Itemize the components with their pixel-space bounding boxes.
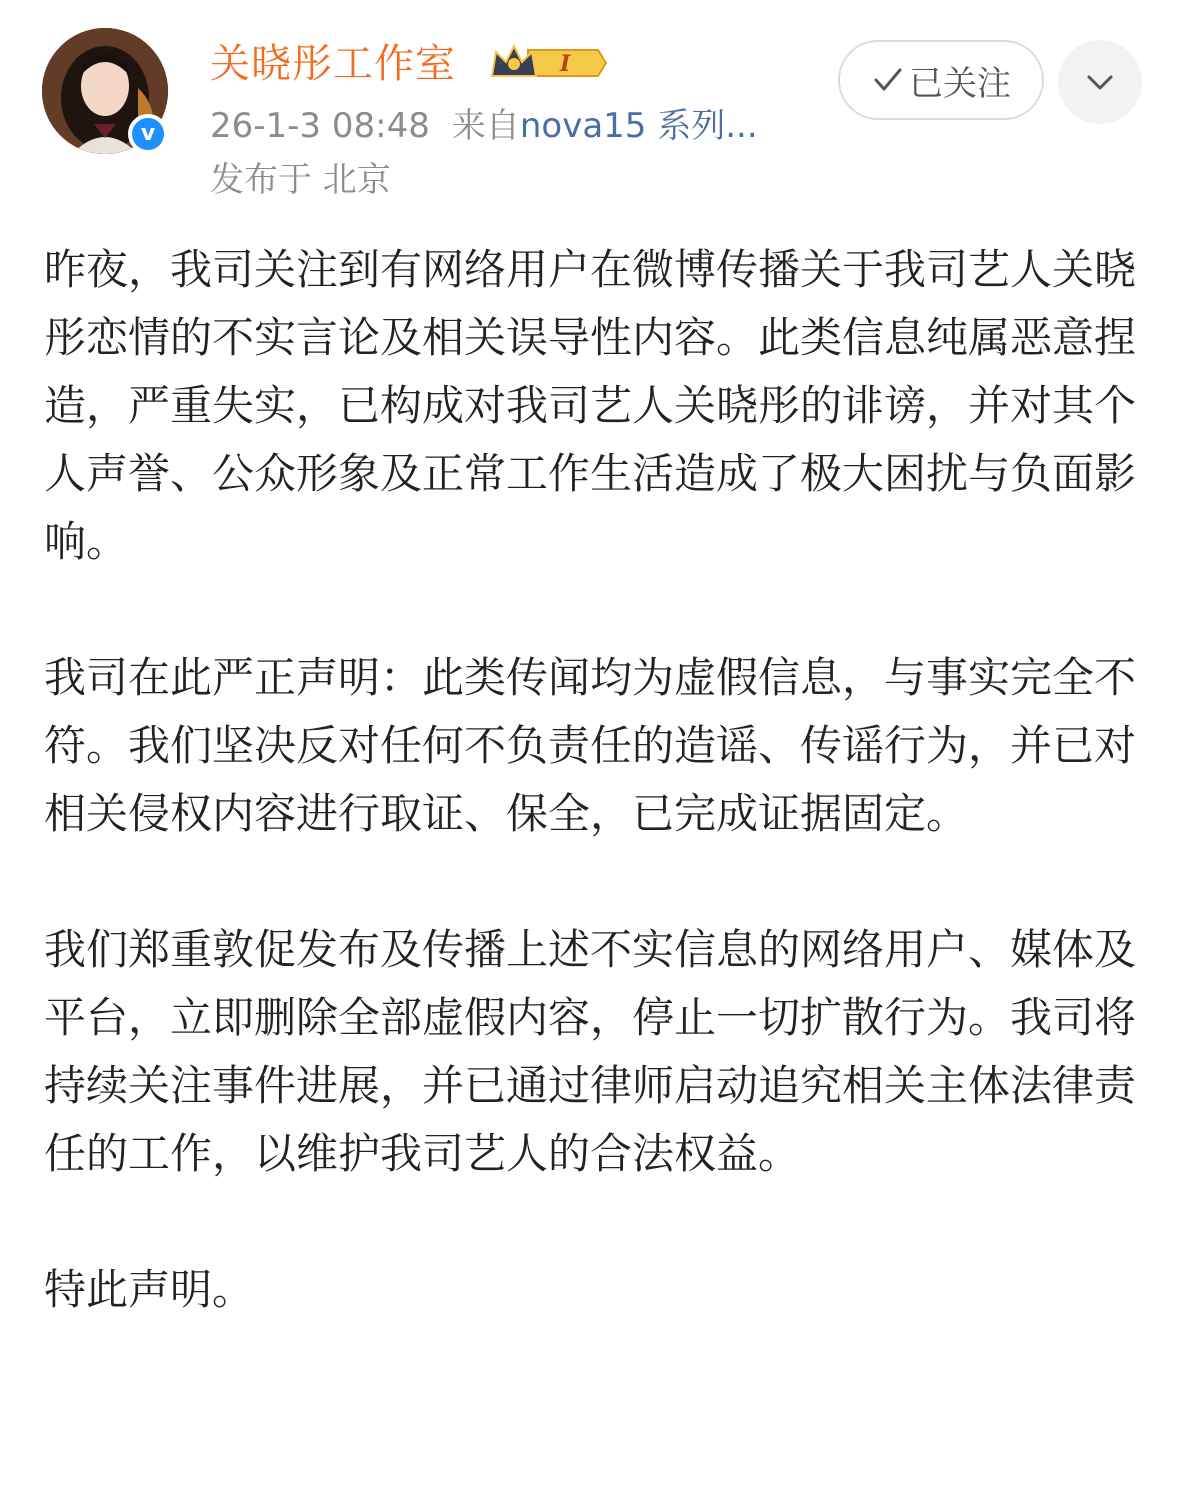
username[interactable]: 关晓彤工作室 [210,41,456,87]
follow-button[interactable] [838,40,1044,120]
post-paragraph: 昨夜，我司关注到有网络用户在微博传播关于我司艺人关晓彤恋情的不实言论及相关误导性内容。此类信息纯属恶意捏造，严重失实，已构成对我司艺人关晓彤的诽谤，并对其个人声誉、公众形象及正常工作生活造成了极大困扰与负面影响。 [44,245,1137,566]
source-device-link[interactable]: nova15 系列... [519,106,758,146]
crown-badge-icon[interactable] [488,40,608,86]
more-options-button[interactable] [1058,40,1142,124]
follow-button-label: 已关注 [909,63,1011,104]
post-location: 发布于 北京 [210,160,391,200]
post-header [0,0,1179,220]
badge-level: I [560,51,571,77]
post-paragraph: 我司在此严正声明：此类传闻均为虚假信息，与事实完全不符。我们坚决反对任何不负责任的造谣、传谣行为，并已对相关侵权内容进行取证、保全，已完成证据固定。 [44,653,1137,838]
post-timestamp: 26-1-3 08:48 [210,106,430,146]
post-paragraph: 特此声明。 [44,1265,255,1314]
post-paragraph: 我们郑重敦促发布及传播上述不实信息的网络用户、媒体及平台，立即删除全部虚假内容，停止一切扩散行为。我司将持续关注事件进展，并已通过律师启动追究相关主体法律责任的工作，以维护我司艺人的合法权益。 [44,925,1137,1178]
source-prefix: 来自 [451,106,520,146]
chevron-down-icon [1083,65,1117,99]
verified-v-icon: v [128,114,168,154]
post-meta [210,102,758,150]
check-icon [871,63,905,97]
post-content [44,236,1144,1324]
